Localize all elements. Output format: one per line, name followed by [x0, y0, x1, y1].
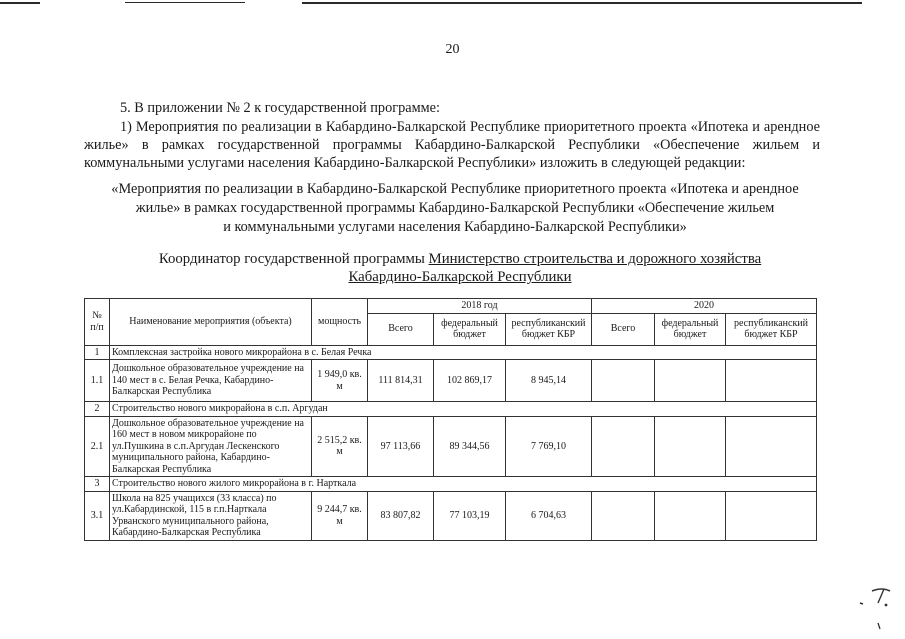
header-republic: республиканский бюджет КБР [506, 313, 592, 345]
coordinator-prefix: Координатор государственной программы [158, 251, 429, 267]
row-empty-cell [655, 416, 726, 477]
row-empty-cell [726, 491, 817, 540]
row-num: 3 [85, 477, 110, 492]
scan-artifact-line [0, 2, 40, 4]
header-federal: федеральный бюджет [434, 313, 506, 345]
row-republic: 6 704,63 [506, 491, 592, 540]
header-capacity: мощность [312, 299, 368, 346]
row-federal: 89 344,56 [434, 416, 506, 477]
row-num: 1 [85, 345, 110, 360]
row-empty-cell [592, 360, 655, 402]
row-republic: 8 945,14 [506, 360, 592, 402]
row-capacity: 9 244,7 кв. м [312, 491, 368, 540]
coordinator-org: Министерство строительства и дорожного хозяйства [428, 251, 762, 267]
row-empty-cell [726, 416, 817, 477]
row-empty-cell [592, 416, 655, 477]
quoted-title-line: жилье» в рамках государственной программы Кабардино-Балкарской Республики «Обеспечение жильем [135, 200, 775, 216]
row-empty-cell [655, 491, 726, 540]
section-name: Комплексная застройка нового микрорайона в с. Белая Речка [110, 345, 817, 360]
quoted-title-line: и коммунальными услугами населения Кабардино-Балкарской Республики» [223, 219, 687, 235]
table-row-section [85, 345, 817, 360]
row-name: Дошкольное образовательное учреждение на 160 мест в новом микрорайоне по ул.Пушкина в с.п.Аргудан Лескенского муниципального района, Кабардино-Балкарская Республика [110, 416, 312, 477]
page-number: 20 [445, 42, 460, 57]
row-name: Школа на 825 учащихся (33 класса) по ул.Кабардинской, 115 в г.п.Нарткала Урванского муниципального района, Кабардино-Балкарская Республика [110, 491, 312, 540]
row-republic: 7 769,10 [506, 416, 592, 477]
row-capacity: 2 515,2 кв. м [312, 416, 368, 477]
row-total: 97 113,66 [368, 416, 434, 477]
quoted-title-line: «Мероприятия по реализации в Кабардино-Балкарской Республике приоритетного проекта «Ипотека и арендное [111, 181, 799, 197]
scan-artifact-line [302, 2, 862, 4]
header-year-2018: 2018 год [368, 299, 592, 314]
row-num: 1.1 [85, 360, 110, 402]
row-name: Дошкольное образовательное учреждение на 140 мест в с. Белая Речка, Кабардино-Балкарская Республика [110, 360, 312, 402]
header-total: Всего [592, 313, 655, 345]
row-total: 83 807,82 [368, 491, 434, 540]
intro-paragraph: 1) Мероприятия по реализации в Кабардино-Балкарской Республике приоритетного проекта «Ипотека и арендное жилье» в рамках государственной программы Кабардино-Балкарской Республики «Обеспечение жильем и коммунальными услугами населения Кабардино-Балкарской Республики» изложить в следующей редакции: [84, 119, 820, 171]
program-table [84, 298, 817, 541]
row-total: 111 814,31 [368, 360, 434, 402]
row-empty-cell [655, 360, 726, 402]
header-num: № п/п [85, 299, 110, 346]
row-federal: 77 103,19 [434, 491, 506, 540]
row-empty-cell [592, 491, 655, 540]
header-republic: республиканский бюджет КБР [726, 313, 817, 345]
header-federal: федеральный бюджет [655, 313, 726, 345]
scan-artifact-line [125, 2, 245, 3]
header-total: Всего [368, 313, 434, 345]
row-empty-cell [726, 360, 817, 402]
row-num: 3.1 [85, 491, 110, 540]
header-name: Наименование мероприятия (объекта) [110, 299, 312, 346]
handwritten-mark [858, 585, 898, 633]
coordinator-block [100, 250, 820, 286]
quoted-title [60, 180, 850, 237]
table-row [85, 360, 817, 402]
table-row-section [85, 402, 817, 417]
row-num: 2 [85, 402, 110, 417]
table-row-section [85, 477, 817, 492]
table-row [85, 416, 817, 477]
intro-heading: 5. В приложении № 2 к государственной программе: [120, 100, 440, 116]
row-federal: 102 869,17 [434, 360, 506, 402]
table-row [85, 491, 817, 540]
section-name: Строительство нового микрорайона в с.п. Аргудан [110, 402, 817, 417]
header-year-2020: 2020 [592, 299, 817, 314]
row-capacity: 1 949,0 кв. м [312, 360, 368, 402]
coordinator-org-line2: Кабардино-Балкарской Республики [348, 269, 572, 285]
row-num: 2.1 [85, 416, 110, 477]
section-name: Строительство нового жилого микрорайона в г. Нарткала [110, 477, 817, 492]
